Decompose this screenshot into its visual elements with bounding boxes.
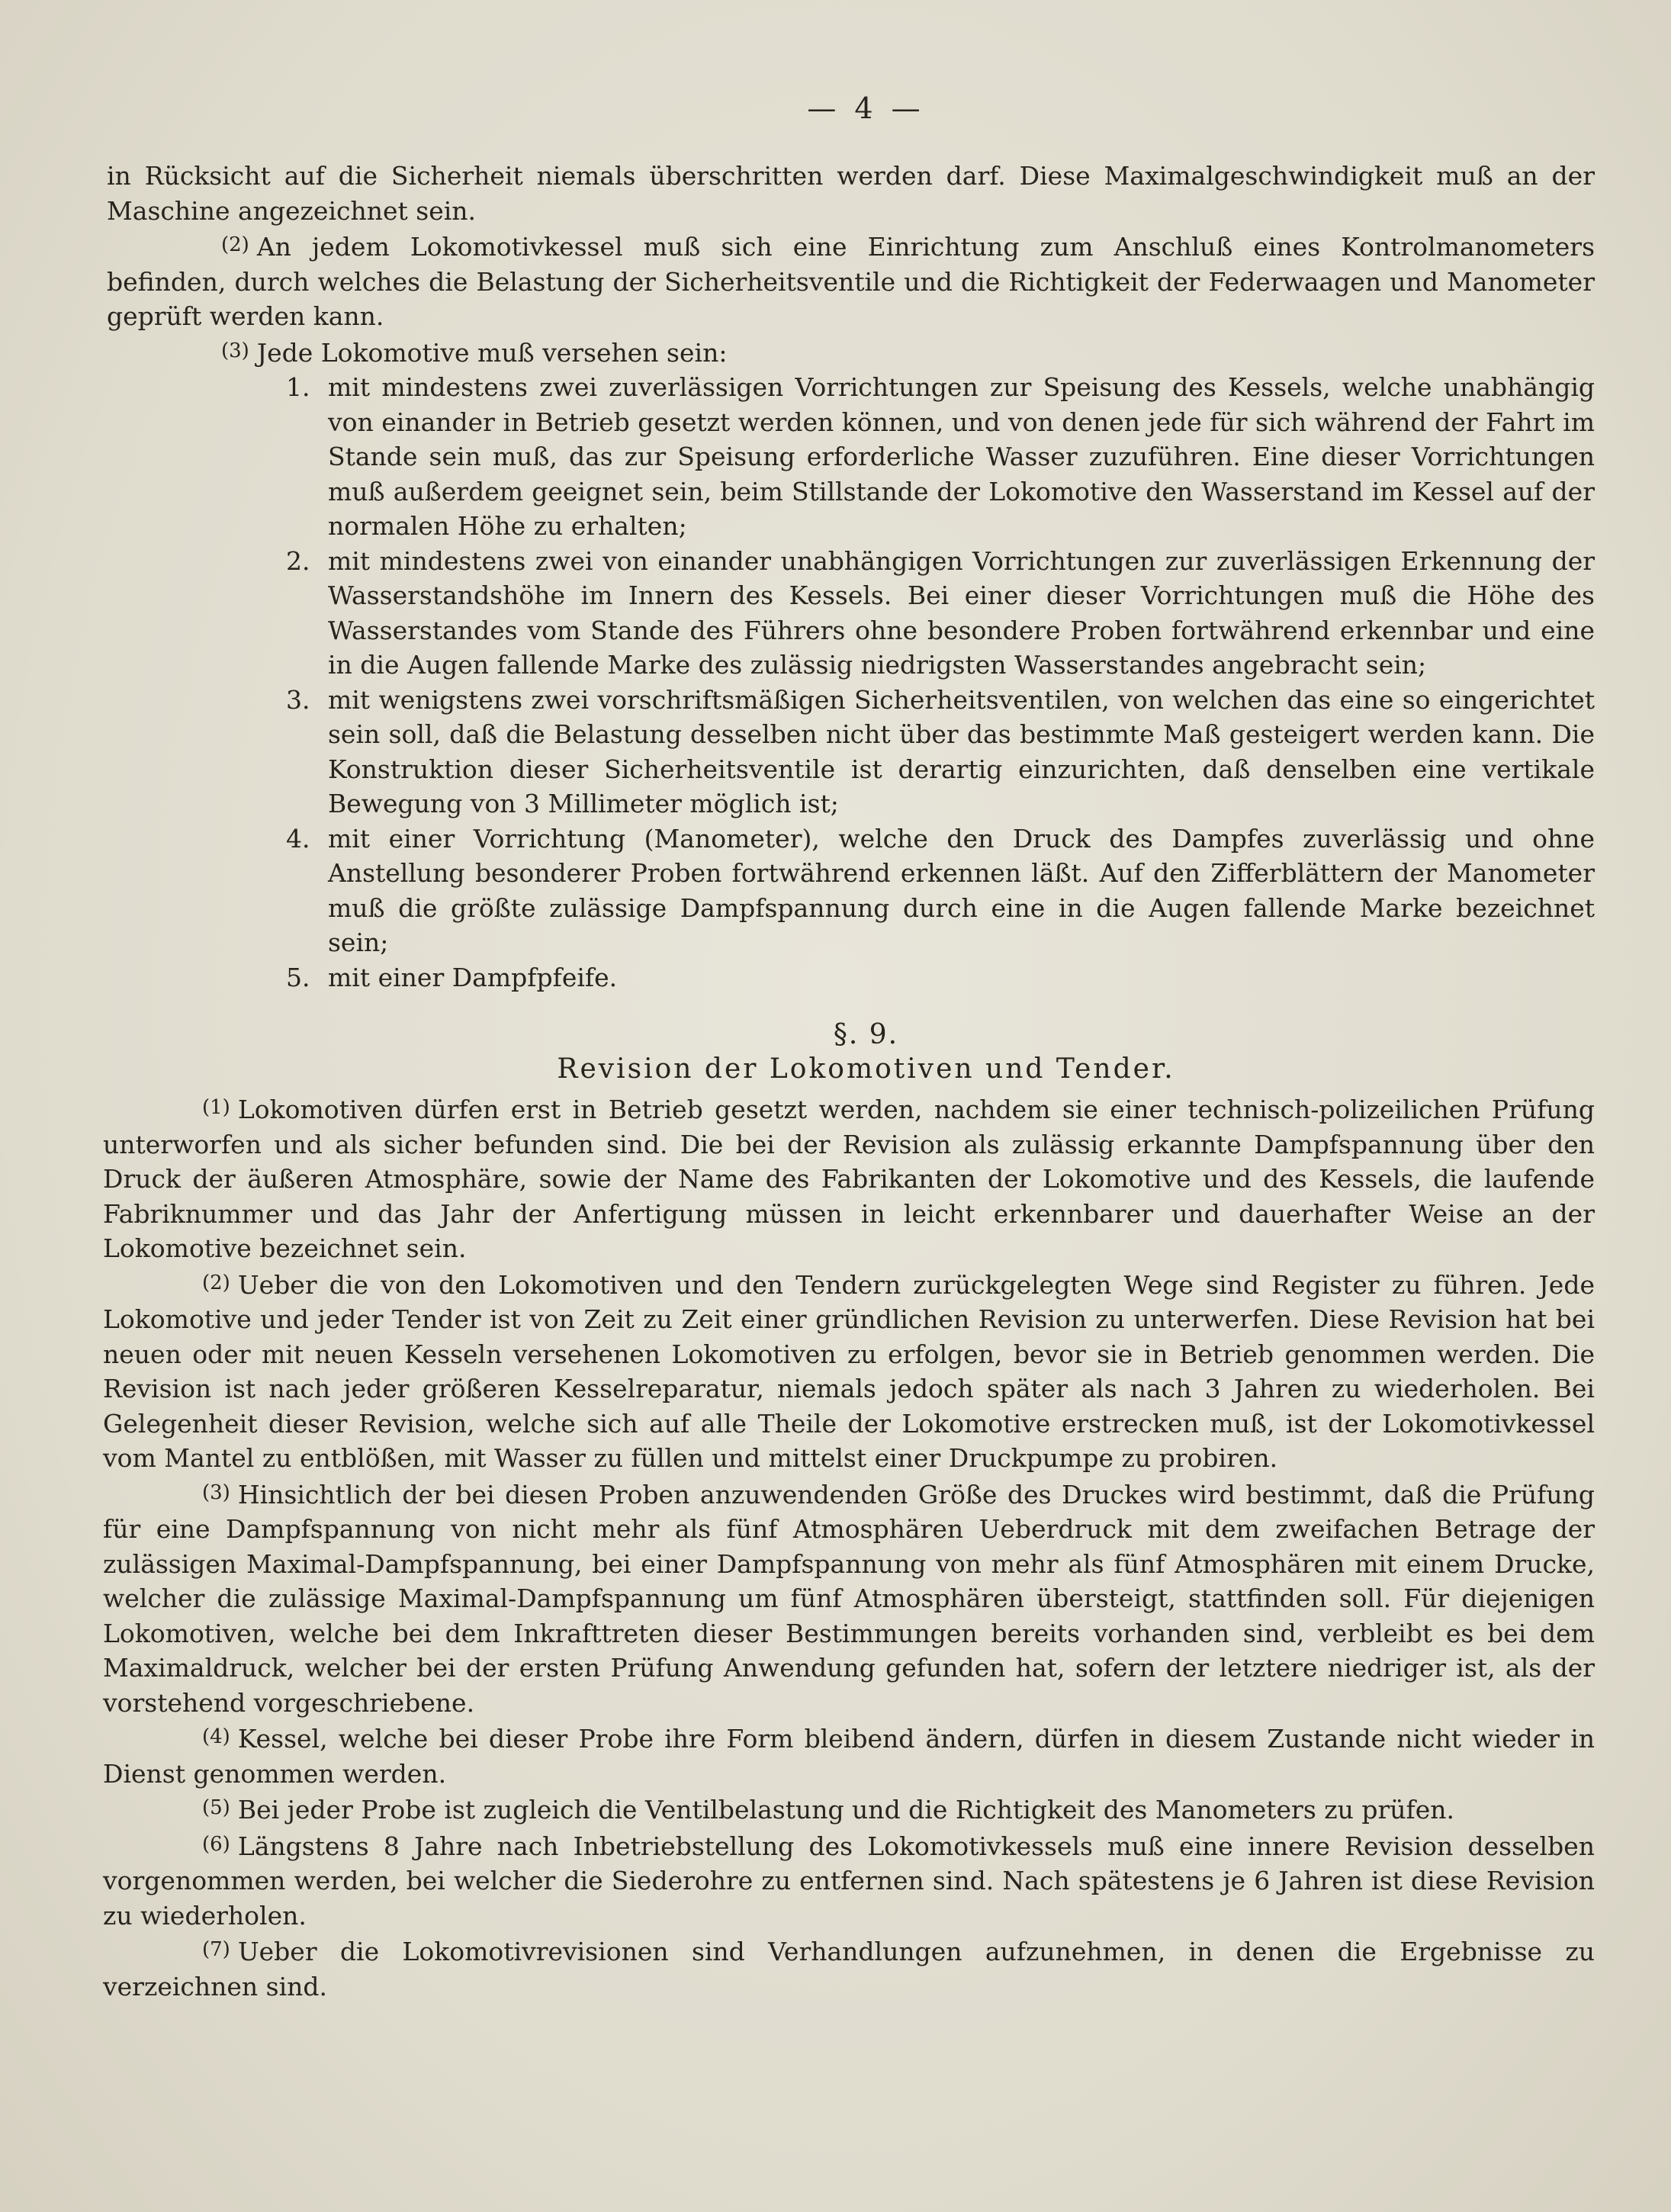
list-item-text: mit wenigstens zwei vorschriftsmäßigen Sicherheitsventilen, von welchen das eine so eingerichtet sein soll, daß die Belastung desselben nicht über das bestimmte Maß gesteigert werden kann. Die Konstruktion dieser Sicherheitsventile ist derartig einzurichten, daß denselben eine vertikale Bewegung von 3 Millimeter möglich ist; [328, 684, 1595, 818]
paragraph-number: (6) [202, 1832, 230, 1856]
list-item-number: 1. [286, 372, 310, 402]
section-number: §. 9. [833, 1019, 899, 1050]
paragraph-text: Hinsichtlich der bei diesen Proben anzuwendenden Größe des Druckes wird bestimmt, daß die Prüfung für eine Dampfspannung von nicht mehr als fünf Atmosphären Ueberdruck mit dem zweifachen Betrage der zulässigen Maximal-Dampfspannung, bei einer Dampfspannung von mehr als fünf Atmosphären mit einem Drucke, welcher die zulässige Maximal-Dampfspannung um fünf Atmosphären übersteigt, stattfinden soll. Für diejenigen Lokomotiven, welche bei dem Inkrafttreten dieser Bestimmungen bereits vorhanden sind, verbleibt es bei dem Maximaldruck, welcher bei der ersten Prüfung Anwendung gefunden hat, sofern der letztere niedriger ist, als der vorstehend vorgeschriebene. [103, 1479, 1595, 1718]
list-item-number: 5. [286, 962, 310, 992]
section-paragraph-7 [103, 1933, 1595, 2004]
list-item-number: 3. [286, 684, 310, 715]
paragraph-3 [107, 334, 1595, 371]
paragraph-text: Bei jeder Probe ist zugleich die Ventilbelastung und die Richtigkeit des Manometers zu prüfen. [237, 1795, 1455, 1825]
section-paragraph-4 [103, 1720, 1595, 1791]
section-title: Revision der Lokomotiven und Tender. [557, 1053, 1175, 1085]
paragraph-number: (4) [202, 1725, 230, 1748]
list-item [286, 370, 1595, 544]
list-item [286, 544, 1595, 683]
section-body [103, 1091, 1595, 2004]
list-item-text: mit einer Dampfpfeife. [328, 962, 618, 992]
paragraph-number: (1) [202, 1096, 230, 1119]
paragraph-number: (2) [221, 233, 249, 256]
paragraph-text: Kessel, welche bei dieser Probe ihre Form bleibend ändern, dürfen in diesem Zustande nicht wieder in Dienst genommen werden. [103, 1724, 1595, 1789]
paragraph-number: (3) [202, 1481, 230, 1504]
section-paragraph-3 [103, 1476, 1595, 1721]
paragraph-text: Lokomotiven dürfen erst in Betrieb gesetzt werden, nachdem sie einer technisch-polizeilichen Prüfung unterworfen und als sicher befunden sind. Die bei der Revision als zulässig erkannte Dampfspannung über den Druck der äußeren Atmosphäre, sowie der Name des Fabrikanten der Lokomotive und des Kessels, die laufende Fabriknummer und das Jahr der Anfertigung müssen in leicht erkennbarer und dauerhafter Weise an der Lokomotive bezeichnet sein. [103, 1095, 1595, 1263]
list-item [286, 683, 1595, 821]
paragraph-2 [107, 228, 1595, 334]
list-item-number: 2. [286, 545, 310, 576]
paragraph-text: Jede Lokomotive muß versehen sein: [256, 337, 728, 368]
list-item [286, 960, 1595, 995]
section-paragraph-1 [103, 1091, 1595, 1266]
paragraph-number: (2) [202, 1271, 230, 1294]
paragraph-text: in Rücksicht auf die Sicherheit niemals überschritten werden darf. Diese Maximalgeschwindigkeit muß an der Maschine angezeichnet sein. [107, 161, 1595, 226]
list-item-text: mit mindestens zwei von einander unabhängigen Vorrichtungen zur zuverlässigen Erkennung der Wasserstandshöhe im Innern des Kessels. Bei einer dieser Vorrichtungen muß die Höhe des Wasserstandes vom Stande des Führers ohne besondere Proben fortwährend erkennbar und eine in die Augen fallende Marke des zulässig niedrigsten Wasserstandes angebracht sein; [328, 545, 1595, 680]
section-paragraph-2 [103, 1266, 1595, 1476]
page-number: — 4 — [807, 92, 925, 125]
paragraph-number: (7) [202, 1938, 230, 1961]
list-item-number: 4. [286, 823, 310, 854]
paragraph-continued [107, 159, 1595, 228]
paragraph-number: (5) [202, 1796, 230, 1819]
paragraph-text: An jedem Lokomotivkessel muß sich eine Einrichtung zum Anschluß eines Kontrolmanometers befinden, durch welches die Belastung der Sicherheitsventile und die Richtigkeit der Federwaagen und Manometer geprüft werden kann. [107, 232, 1595, 331]
section-paragraph-5 [103, 1791, 1595, 1828]
list-item-text: mit einer Vorrichtung (Manometer), welche den Druck des Dampfes zuverlässig und ohne Anstellung besonderer Proben fortwährend erkennen läßt. Auf den Zifferblättern der Manometer muß die größte zulässige Dampfspannung durch eine in die Augen fallende Marke bezeichnet sein; [328, 823, 1595, 957]
paragraph-text: Längstens 8 Jahre nach Inbetriebstellung des Lokomotivkessels muß eine innere Revision desselben vorgenommen werden, bei welcher die Siederohre zu entfernen sind. Nach spätestens je 6 Jahren ist diese Revision zu wiederholen. [103, 1831, 1595, 1931]
section-paragraph-6 [103, 1828, 1595, 1934]
paragraph-text: Ueber die von den Lokomotiven und den Tendern zurückgelegten Wege sind Register zu führen. Jede Lokomotive und jeder Tender ist von Zeit zu Zeit einer gründlichen Revision zu unterwerfen. Diese Revision hat bei neuen oder mit neuen Kesseln versehenen Lokomotiven zu erfolgen, bevor sie in Betrieb genommen werden. Die Revision ist nach jeder größeren Kesselreparatur, niemals jedoch später als nach 3 Jahren zu wiederholen. Bei Gelegenheit dieser Revision, welche sich auf alle Theile der Lokomotive erstrecken muß, ist der Lokomotivkessel vom Mantel zu entblößen, mit Wasser zu füllen und mittelst einer Druckpumpe zu probiren. [103, 1269, 1595, 1473]
list-item-text: mit mindestens zwei zuverlässigen Vorrichtungen zur Speisung des Kessels, welche unabhängig von einander in Betrieb gesetzt werden können, und von denen jede für sich während der Fahrt im Stande sein muß, das zur Speisung erforderliche Wasser zuzuführen. Eine dieser Vorrichtungen muß außerdem geeignet sein, beim Stillstande der Lokomotive den Wasserstand im Kessel auf der normalen Höhe zu erhalten; [328, 372, 1595, 541]
requirements-list [107, 370, 1595, 995]
paragraph-text: Ueber die Lokomotivrevisionen sind Verhandlungen aufzunehmen, in denen die Ergebnisse zu verzeichnen sind. [103, 1937, 1595, 2001]
list-item [286, 821, 1595, 960]
paragraph-number: (3) [221, 339, 249, 362]
